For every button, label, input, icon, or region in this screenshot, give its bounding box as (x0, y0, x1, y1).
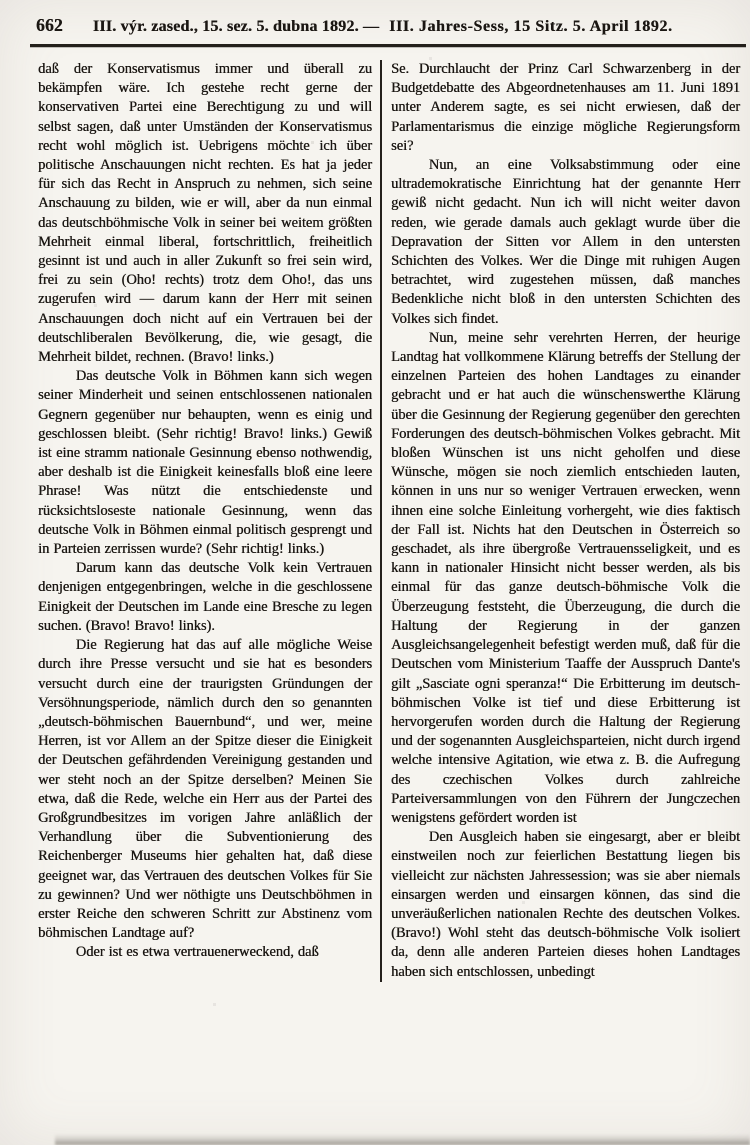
scan-noise-specks (0, 0, 1, 1)
left-column (38, 60, 372, 982)
column-divider (380, 60, 382, 982)
text-columns (38, 60, 742, 982)
paragraph: Se. Durchlaucht der Prinz Carl Schwarzenberg in der Budgetdebatte des Abgeordnetenhauses am 11. Juni 1891 unter Anderem sagte, es sei nicht erwiesen, daß der Parlamentarismus die einzige mögliche Regierungsform sei? (391, 61, 740, 154)
paragraph: Nun, an eine Volksabstimmung oder eine ultrademokratische Einrichtung hat der genannte Herr gewiß nicht gedacht. Nun ich will nicht weiter davon reden, wie gerade damals auch geklagt wurde über die Depravation der Sitten vor Allem in den untersten Schichten des Volkes. Wer die Dinge mit ruhigen Augen betrachtet, wird zugestehen müssen, daß manches Bedenkliche nicht bloß in den untersten Schichten des Volkes sich findet. (391, 157, 740, 327)
page-number: 662 (36, 15, 63, 35)
paragraph: Nun, meine sehr verehrten Herren, der heurige Landtag hat vollkommene Klärung betreffs der Stellung der einzelnen Parteien des hohen Landtages zu einander gebracht und er hat auch die wünschenswerthe Klärung über die Gesinnung der Regierung gegenüber den gerechten Forderungen des deutsch-böhmischen Volkes gebracht. Mit bloßen Wünschen ist uns nicht geholfen und diese Wünsche, mögen sie noch ziemlich entschieden lauten, können in uns nur so weniger Vertrauen erwecken, wenn ihnen eine solche Einleitung vorhergeht, wie dies faktisch der Fall ist. Nichts hat den Deutschen in Österreich so geschadet, als ihre übergroße Vertrauensseligkeit, und es kann in nationaler Hinsicht nicht besser werden, als bis einmal für das ganze deutsch-böhmische Volk die Überzeugung feststeht, die Überzeugung, die durch die Haltung der Regierung in der ganzen Ausgleichsangelegenheit befestigt werden muß, daß für die Deutschen vom Ministerium Taaffe der Ausspruch Dante's gilt „Sasciate ogni speranza!“ Die Erbitterung im deutsch-böhmischen Volke ist tief und diese Erbitterung ist hervorgerufen worden durch die Haltung der Regierung und der sogenannten Ausgleichsparteien, nicht durch irgend welche intensive Agitation, wie etwa z. B. die Aufregung des czechischen Volkes durch zahlreiche Parteiversammlungen von den Führern der Jungczechen wenigstens gefördert worden ist (391, 329, 740, 826)
paragraph: Darum kann das deutsche Volk kein Vertrauen denjenigen entgegenbringen, welche in die geschlossene Einigkeit der Deutschen im Lande eine Bresche zu legen suchen. (Bravo! Bravo! links). (38, 560, 372, 634)
page-header (36, 15, 742, 36)
paragraph: daß der Konservatismus immer und überall zu bekämpfen wäre. Ich gestehe recht gerne der konservativen Partei eine Berechtigung zu und will selbst sagen, daß unter Umständen der Konservatismus recht wohl möglich ist. Uebrigens möchte ich über politische Anschauungen nicht rechten. Es hat ja jeder für sich das Recht in Anspruch zu nehmen, sich seine Anschauung zu bilden, wie er will, aber da nun einmal das deutschböhmische Volk in seiner bei weitem größten Mehrheit einmal liberal, fortschrittlich, freiheitlich gesinnt ist und auch in aller Zukunft so frei sein wird, frei zu sein (Oho! rechts) trotz dem Oho!, das uns zugerufen wird — darum kann der Herr mit seinen Anschauungen doch nicht auf ein Vertrauen bei der deutschliberalen Bevölkerung, die, wie gesagt, die Mehrheit bildet, rechnen. (Bravo! links.) (38, 61, 372, 366)
paragraph: Den Ausgleich haben sie eingesargt, aber er bleibt einstweilen noch zur feierlichen Bestattung liegen bis vielleicht zur nächsten Jahressession; was sie aber niemals einsargen werden und einsargen können, das sind die unveräußerlichen nationalen Rechte des deutschen Volkes. (Bravo!) Wohl steht das deutsch-böhmische Volk isoliert da, denn alle anderen Parteien dieses hohen Landtages haben sich entschlossen, unbedingt (391, 829, 740, 980)
right-column (391, 60, 740, 982)
header-rule (30, 44, 746, 47)
paragraph: Die Regierung hat das auf alle mögliche Weise durch ihre Presse versucht und sie hat es besonders versucht durch eine der traurigsten Gründungen der Versöhnungsperiode, nämlich durch den so genannten „deutsch-böhmischen Bauernbund“, und wer, meine Herren, ist vor Allem an der Spitze dieser die Einigkeit der Deutschen gefährdenden Vereinigung gestanden und wer steht noch an der Spitze derselben? Meinen Sie etwa, daß die Rede, welche ein Herr aus der Partei des Großgrundbesitzes im vorigen Jahre anläßlich der Verhandlung über die Subventionierung des Reichenberger Museums hier gehalten hat, daß diese geeignet war, das Vertrauen des deutschen Volkes für Sie zu gewinnen? Und wer nöthigte uns Deutschböhmen in erster Reiche den schweren Schritt zur Abstinenz vom böhmischen Landtage auf? (38, 637, 372, 942)
paragraph: Das deutsche Volk in Böhmen kann sich wegen seiner Minderheit und seinen entschlossenen nationalen Gegnern gegenüber nur behaupten, wenn es einig und geschlossen bleibt. (Sehr richtig! Bravo! links.) Gewiß ist eine stramm nationale Gesinnung ebenso nothwendig, aber deshalb ist die Einigkeit keinesfalls bloß eine leere Phrase! Was nützt die entschiedenste und rücksichtsloseste nationale Gesinnung, wenn das deutsche Volk in Böhmen einmal politisch gesprengt und in Parteien zerrissen wurde? (Sehr richtig! links.) (38, 368, 372, 558)
header-session-info-german: III. Jahres-Sess, 15 Sitz. 5. April 1892. (389, 18, 673, 35)
header-session-info-czech: III. výr. zased., 15. sez. 5. dubna 1892. — (92, 18, 380, 35)
paragraph: Oder ist es etwa vertrauenerweckend, daß (75, 944, 319, 961)
scan-edge-shadow (55, 1134, 750, 1145)
